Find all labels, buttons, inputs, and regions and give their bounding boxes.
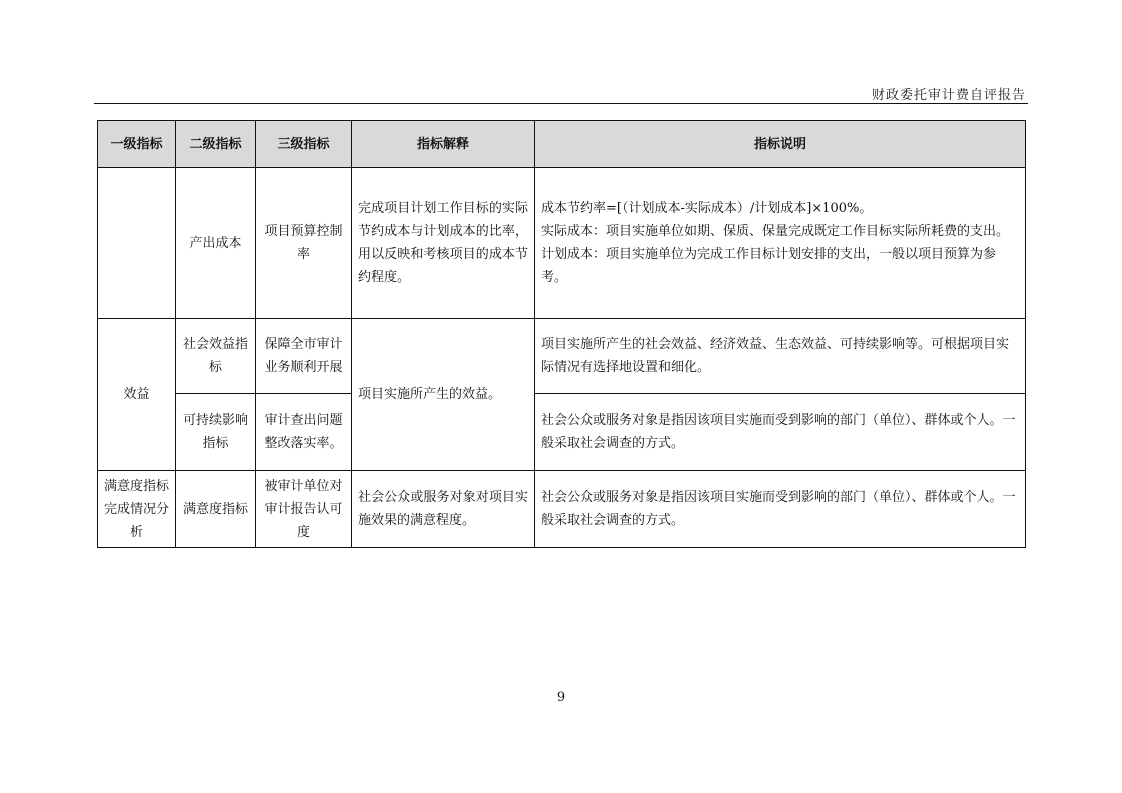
table-header-row [98, 121, 1026, 168]
notes-cell: 社会公众或服务对象是指因该项目实施而受到影响的部门（单位）、群体或个人。一般采取社会调查的方式。 [535, 471, 1026, 548]
running-header-title: 财政委托审计费自评报告 [871, 88, 1026, 103]
table-row [98, 168, 1026, 319]
explanation-cell: 完成项目计划工作目标的实际节约成本与计划成本的比率，用以反映和考核项目的成本节约程度。 [352, 168, 535, 319]
table-row [98, 471, 1026, 548]
level2-cell: 产出成本 [176, 168, 256, 319]
notes-paragraph: 成本节约率=[（计划成本-实际成本）/计划成本]×100%。 [541, 201, 873, 216]
level3-cell: 项目预算控制率 [256, 168, 352, 319]
header-level1: 一级指标 [98, 121, 176, 168]
performance-indicator-table [97, 120, 1026, 548]
level3-cell: 审计查出问题整改落实率。 [256, 394, 352, 471]
notes-paragraph: 计划成本：项目实施单位为完成工作目标计划安排的支出，一般以项目预算为参考。 [541, 247, 997, 285]
header-level2: 二级指标 [176, 121, 256, 168]
table-row [98, 319, 1026, 394]
explanation-cell: 社会公众或服务对象对项目实施效果的满意程度。 [352, 471, 535, 548]
level2-cell: 可持续影响指标 [176, 394, 256, 471]
level2-cell: 社会效益指标 [176, 319, 256, 394]
level1-cell: 效益 [98, 319, 176, 471]
explanation-cell: 项目实施所产生的效益。 [352, 319, 535, 471]
level3-cell: 保障全市审计业务顺利开展 [256, 319, 352, 394]
notes-cell [535, 168, 1026, 319]
header-level3: 三级指标 [256, 121, 352, 168]
notes-cell: 项目实施所产生的社会效益、经济效益、生态效益、可持续影响等。可根据项目实际情况有选择地设置和细化。 [535, 319, 1026, 394]
notes-cell: 社会公众或服务对象是指因该项目实施而受到影响的部门（单位）、群体或个人。一般采取社会调查的方式。 [535, 394, 1026, 471]
header-notes: 指标说明 [535, 121, 1026, 168]
level1-cell-empty [98, 168, 176, 319]
header-explanation: 指标解释 [352, 121, 535, 168]
header-divider [94, 103, 1028, 104]
table-row [98, 394, 1026, 471]
notes-paragraph: 实际成本：项目实施单位如期、保质、保量完成既定工作目标实际所耗费的支出。 [541, 224, 1010, 239]
level1-cell: 满意度指标完成情况分析 [98, 471, 176, 548]
level3-cell: 被审计单位对审计报告认可度 [256, 471, 352, 548]
level2-cell: 满意度指标 [176, 471, 256, 548]
page-number: 9 [556, 690, 566, 705]
